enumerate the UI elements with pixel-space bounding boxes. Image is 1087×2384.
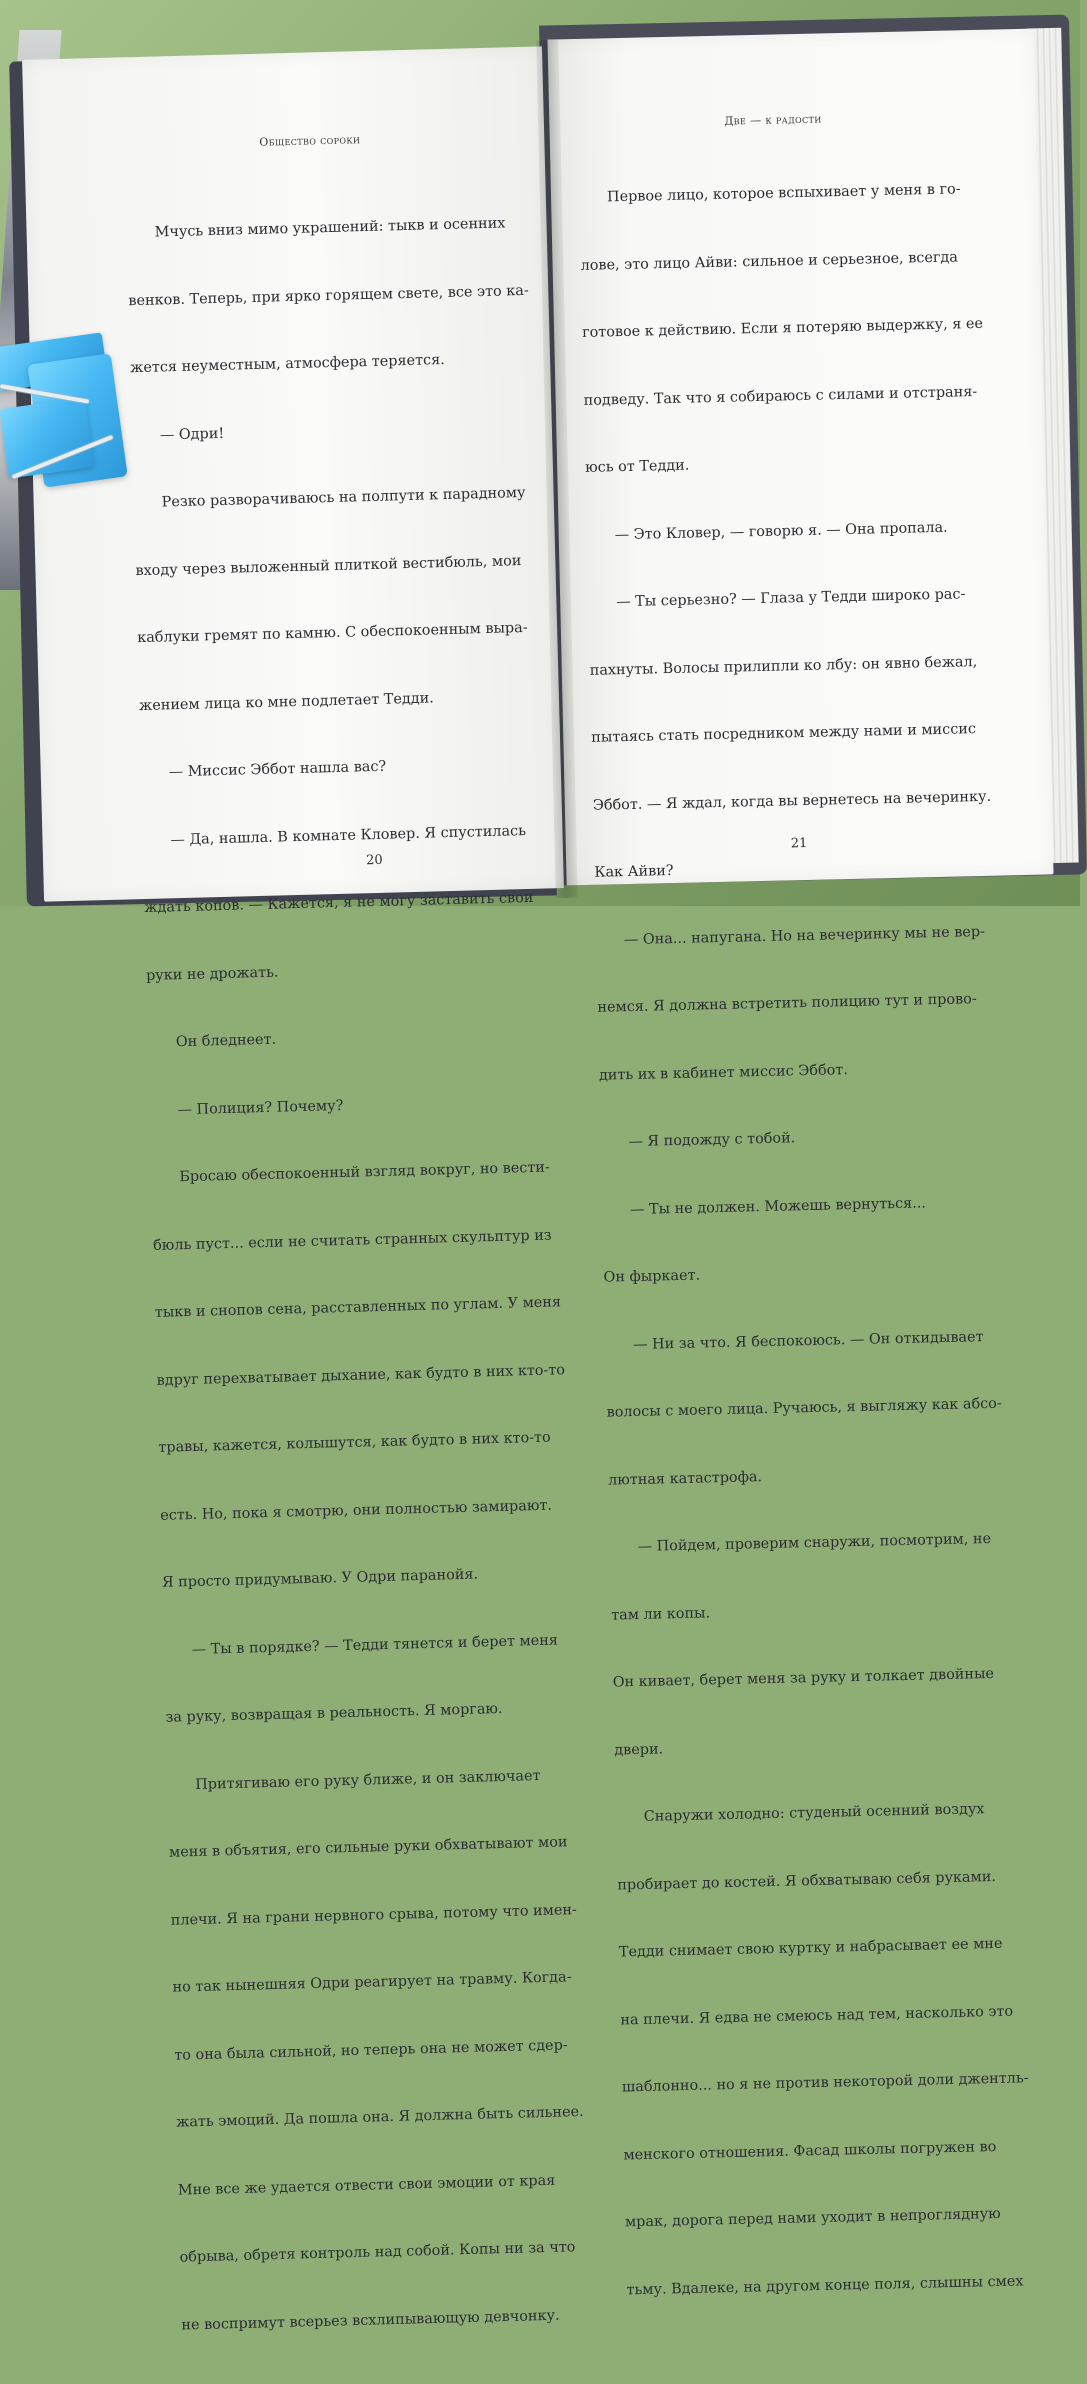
right-page-line: — Я подожду с тобой. (628, 1130, 796, 1151)
right-page-line: подведу. Так что я собираюсь с силами и отстраня- (583, 383, 978, 409)
right-page-line: там ли копы. (611, 1604, 711, 1624)
right-page-line: — Ни за что. Я беспокоюсь. — Он откидывает (632, 1328, 984, 1353)
left-page-line: Мчусь вниз мимо украшений: тыкв и осенних (154, 215, 506, 241)
right-page-line: лове, это лицо Айви: сильное и серьезное, всегда (580, 248, 959, 274)
left-page-line: Я просто придумываю. У Одри паранойя. (161, 1566, 479, 1591)
right-page-line: Он фыркает. (603, 1267, 701, 1286)
right-page-line: — Она... напугана. Но на вечеринку мы не вер- (623, 923, 986, 948)
right-page-line: Снаружи холодно: студеный осенний воздух (643, 1801, 985, 1825)
right-page-line: дить их в кабинет миссис Эббот. (598, 1061, 849, 1084)
left-page-line: — Миссис Эббот нашла вас? (168, 758, 387, 781)
left-page-line: каблуки гремят по камню. С обеспокоенным выра- (137, 619, 528, 647)
left-page-line: входу через выложенный плиткой вестибюль, мои (135, 552, 522, 579)
right-page-line: Тедди снимает свою куртку и набрасывает ее мне (618, 1935, 1003, 1961)
right-page-line: Первое лицо, которое вспыхивает у меня в го- (606, 181, 961, 206)
right-page-line: юсь от Тедди. (585, 457, 690, 476)
left-page-line: Он бледнеет. (175, 1031, 277, 1051)
right-page-line: шаблонно... но я не против некоторой доли джентль- (621, 2070, 1029, 2096)
left-running-head: Общество сороки (259, 133, 361, 149)
left-page-line: ждать копов. — Кажется, я не могу заставить свои (144, 889, 534, 917)
left-page-line: — Полиция? Почему? (177, 1097, 344, 1118)
left-page-line: не воспримут всерьез всхлипывающую девчонку. (181, 2307, 560, 2334)
left-page-line: венков. Теперь, при ярко горящем свете, все это ка- (128, 282, 529, 309)
left-page-line: жением лица ко мне подлетает Тедди. (138, 689, 434, 714)
open-book (18, 20, 1070, 2334)
right-page-text (578, 132, 1070, 2346)
right-page-line: пахнуты. Волосы прилипли ко лбу: он явно бежал, (589, 653, 978, 679)
right-page-line: готовое к действию. Если я потеряю выдержку, я ее (581, 315, 984, 341)
right-page-number: 21 (790, 835, 808, 852)
left-page-line: то она была сильной, но теперь она не может сдер- (174, 2036, 568, 2064)
right-page-line: немся. Я должна встретить полицию тут и прово- (597, 991, 977, 1016)
left-page-line: обрыва, обретя контроль над собой. Копы ни за что (179, 2239, 576, 2266)
left-page-line: бюль пуст... если не считать странных скульптур из (152, 1226, 552, 1254)
left-page-line: Притягиваю его руку ближе, и он заключает (195, 1767, 541, 1793)
right-page-line: — Пойдем, проверим снаружи, посмотрим, не (637, 1530, 992, 1555)
left-page-line: плечи. Я на грани нервного срыва, потому что имен- (170, 1901, 578, 1929)
left-page-line: травы, кажется, колышутся, как будто в них кто-то (158, 1429, 551, 1456)
left-page-line: Мне все же удается отвести свои эмоции от края (177, 2172, 556, 2199)
left-page-number: 20 (365, 852, 383, 869)
right-page-line: мрак, дорога перед нами уходит в непроглядную (624, 2205, 1001, 2231)
right-page-line: волосы с моего лица. Ручаюсь, я выгляжу как абсо- (606, 1395, 1002, 1421)
right-page (547, 29, 1053, 2298)
left-page-text (125, 167, 593, 2382)
left-page-line: — Да, нашла. В комнате Кловер. Я спустилась (170, 822, 527, 848)
left-page-line: Резко разворачиваюсь на полпути к парадному (161, 484, 526, 511)
left-page-line: жется неуместным, атмосфера теряется. (129, 351, 445, 377)
right-page-line: менского отношения. Фасад школы погружен во (623, 2138, 997, 2163)
left-page-line: — Ты в порядке? — Тедди тянется и берет меня (191, 1631, 559, 1658)
left-page-line: жать эмоций. Да пошла она. Я должна быть сильнее. (175, 2103, 584, 2131)
right-page-line: Эббот. — Я ждал, когда вы вернетесь на вечеринку. (592, 788, 992, 814)
right-page-line: — Ты не должен. Можешь вернуться... (629, 1194, 927, 1218)
right-page-line: Как Айви? (594, 862, 674, 881)
right-running-head: Две — к радости (724, 112, 822, 128)
left-page-line: Бросаю обеспокоенный взгляд вокруг, но вести- (179, 1159, 550, 1186)
left-page-line: — Одри! (159, 425, 225, 443)
right-page-line: — Это Кловер, — говорю я. — Она пропала. (614, 519, 948, 543)
right-page-line: лютная катастрофа. (607, 1468, 763, 1489)
right-page-line: пробирает до костей. Я обхватываю себя руками. (617, 1868, 997, 1894)
right-page-line: на плечи. Я едва не смеюсь над тем, насколько это (620, 2003, 1014, 2028)
right-page-line: тьму. Вдалеке, на другом конце поля, слышны смех (626, 2272, 1024, 2298)
right-page-line: двери. (614, 1740, 664, 1759)
right-page-line: Он кивает, берет меня за руку и толкает двойные (612, 1665, 995, 1691)
left-page-line: есть. Но, пока я смотрю, они полностью замирают. (160, 1497, 553, 1524)
left-page-line: вдруг перехватывает дыхание, как будто в них кто-то (156, 1361, 566, 1389)
right-page-line: пытаясь стать посредником между нами и миссис (591, 721, 977, 746)
left-page-line: руки не дрожать. (145, 964, 279, 984)
left-page-line: тыкв и снопов сена, расставленных по углам. У меня (154, 1294, 562, 1321)
left-page (22, 46, 584, 2334)
left-page-line: но так нынешняя Одри реагирует на травму. Когда- (172, 1969, 572, 1996)
left-page-line: меня в объятия, его сильные руки обхватывают мои (168, 1834, 568, 1861)
right-page-line: — Ты серьезно? — Глаза у Тедди широко рас- (616, 586, 966, 611)
left-page-line: за руку, возвращая в реальность. Я моргаю. (165, 1700, 503, 1726)
